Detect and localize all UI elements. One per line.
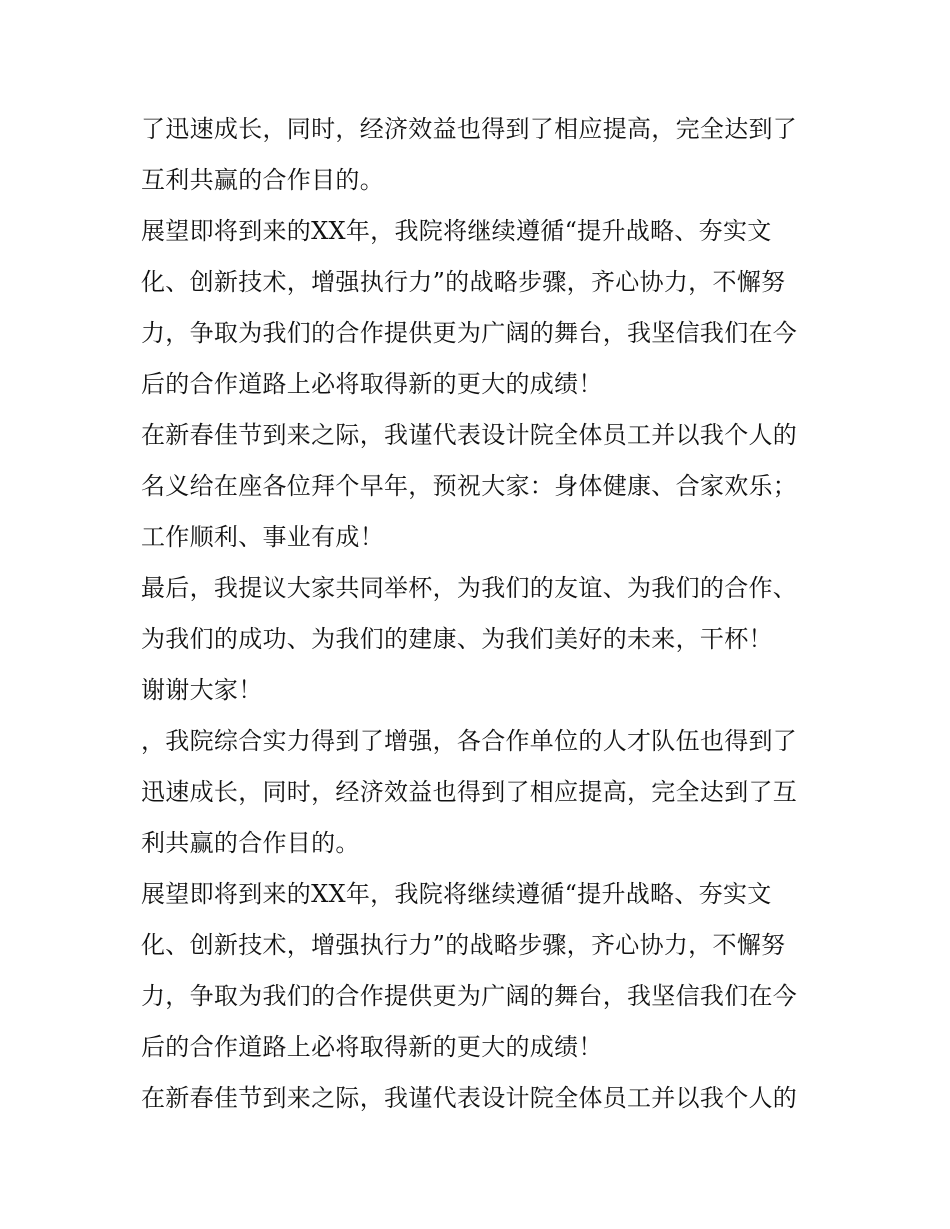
text-line: 最后，我提议大家共同举杯，为我们的友谊、为我们的合作、 (141, 574, 798, 602)
text-line: 名义给在座各位拜个早年，预祝大家：身体健康、合家欢乐； (141, 472, 798, 500)
text-line: 为我们的成功、为我们的建康、为我们美好的未来，干杯！ (141, 625, 773, 653)
text-line: 后的合作道路上必将取得新的更大的成绩！ (141, 1033, 603, 1061)
text-line: 工作顺利、事业有成！ (141, 523, 384, 551)
text-line: ，我院综合实力得到了增强，各合作单位的人才队伍也得到了 (141, 727, 798, 755)
text-line: 化、创新技术，增强执行力”的战略步骤，齐心协力，不懈努 (141, 931, 786, 959)
text-line: 在新春佳节到来之际，我谨代表设计院全体员工并以我个人的 (141, 1084, 798, 1112)
text-line: 后的合作道路上必将取得新的更大的成绩！ (141, 370, 603, 398)
text-line: 在新春佳节到来之际，我谨代表设计院全体员工并以我个人的 (141, 421, 798, 449)
text-line: 互利共赢的合作目的。 (141, 166, 384, 194)
text-line: 展望即将到来的XX年，我院将继续遵循“提升战略、夯实文 (141, 880, 772, 908)
text-line: 了迅速成长，同时，经济效益也得到了相应提高，完全达到了 (141, 115, 798, 143)
text-line: 谢谢大家！ (141, 676, 263, 704)
text-line: 利共赢的合作目的。 (141, 829, 360, 857)
text-line: 化、创新技术，增强执行力”的战略步骤，齐心协力，不懈努 (141, 268, 786, 296)
text-line: 力，争取为我们的合作提供更为广阔的舞台，我坚信我们在今 (141, 319, 798, 347)
text-line: 迅速成长，同时，经济效益也得到了相应提高，完全达到了互 (141, 778, 798, 806)
document-body (141, 104, 821, 1124)
text-line: 展望即将到来的XX年，我院将继续遵循“提升战略、夯实文 (141, 217, 772, 245)
text-line: 力，争取为我们的合作提供更为广阔的舞台，我坚信我们在今 (141, 982, 798, 1010)
